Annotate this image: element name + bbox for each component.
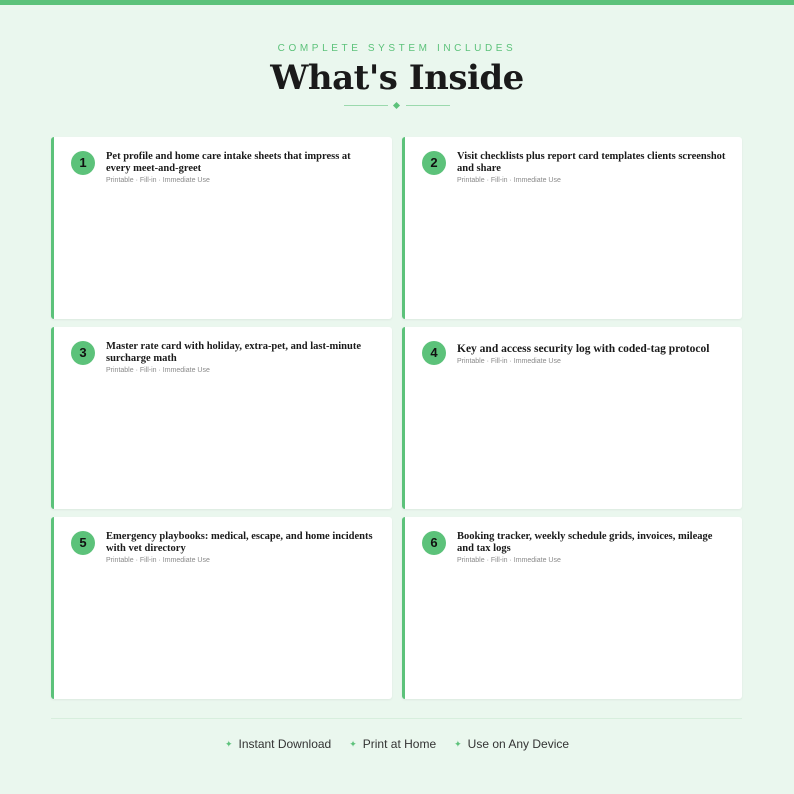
diamond-icon: [393, 102, 400, 109]
feature-instant-download: [225, 737, 331, 751]
card-meta: Printable · Fill-in · Immediate Use: [457, 177, 561, 184]
contents-grid: [51, 137, 742, 699]
content-card-6: [402, 517, 742, 699]
card-title: Emergency playbooks: medical, escape, and home incidents with vet directory: [106, 531, 373, 554]
content-card-1: [51, 137, 392, 319]
feature-label: Print at Home: [362, 737, 437, 751]
feature-label: Use on Any Device: [467, 737, 570, 751]
card-meta: Printable · Fill-in · Immediate Use: [106, 367, 210, 374]
content-card-2: [402, 137, 742, 319]
sparkle-icon: ✦: [454, 738, 462, 749]
card-number-badge: 2: [422, 151, 446, 175]
eyebrow-text: COMPLETE SYSTEM INCLUDES: [277, 43, 517, 54]
card-number-badge: 4: [422, 341, 446, 365]
sparkle-icon: ✦: [224, 738, 233, 749]
card-title: Booking tracker, weekly schedule grids, invoices, mileage and tax logs: [457, 531, 713, 554]
content-card-4: [402, 327, 742, 509]
content-card-5: [51, 517, 392, 699]
feature-label: Instant Download: [238, 737, 332, 751]
ornament-line-left: [344, 105, 388, 106]
ornament-line-right: [406, 105, 450, 106]
card-title: Pet profile and home care intake sheets that impress at every meet-and-greet: [106, 151, 351, 174]
content-card-3: [51, 327, 392, 509]
feature-any-device: [454, 737, 569, 751]
card-number-badge: 6: [422, 531, 446, 555]
card-title: Visit checklists plus report card templates clients screenshot and share: [457, 151, 726, 174]
top-accent-bar: [0, 0, 794, 5]
card-meta: Printable · Fill-in · Immediate Use: [106, 557, 210, 564]
card-meta: Printable · Fill-in · Immediate Use: [457, 557, 561, 564]
page-title: What's Inside: [270, 58, 524, 98]
feature-footer: [0, 737, 794, 751]
card-title: Master rate card with holiday, extra-pet, and last-minute surcharge math: [106, 341, 361, 364]
card-number-badge: 5: [71, 531, 95, 555]
footer-divider: [51, 718, 742, 719]
card-title: Key and access security log with coded-tag protocol: [457, 343, 710, 355]
card-number-badge: 3: [71, 341, 95, 365]
feature-print-at-home: [349, 737, 436, 751]
card-meta: Printable · Fill-in · Immediate Use: [457, 358, 561, 365]
title-ornament: [344, 100, 450, 112]
sparkle-icon: ✦: [349, 738, 357, 749]
card-meta: Printable · Fill-in · Immediate Use: [106, 177, 210, 184]
card-number-badge: 1: [71, 151, 95, 175]
